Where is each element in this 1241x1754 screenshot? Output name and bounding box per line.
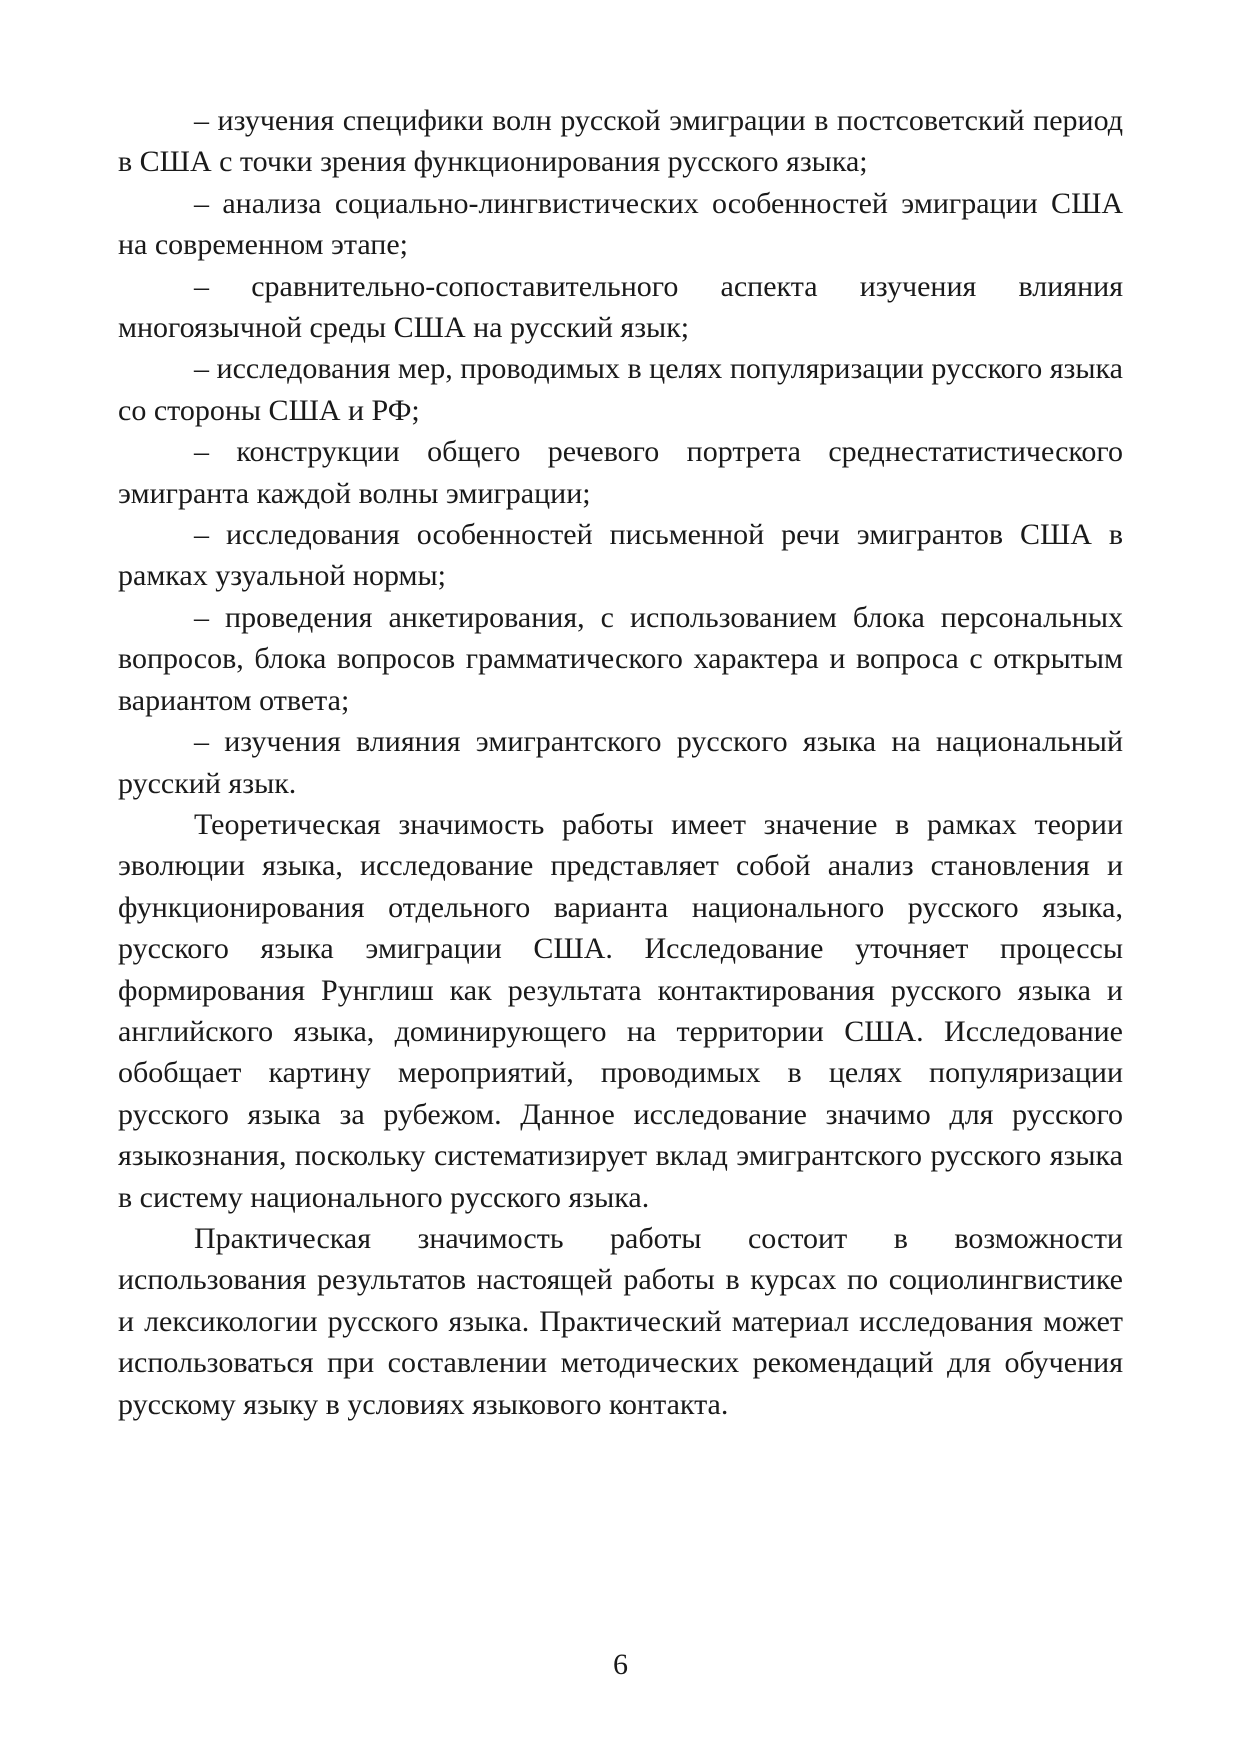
list-item: – конструкции общего речевого портрета среднестатистического эмигранта каждой волны эмиграции; [118,435,1123,510]
page-number: 6 [613,1648,628,1681]
list-item: – изучения влияния эмигрантского русского языка на национальный русский язык. [118,725,1123,800]
list-item: – сравнительно-сопоставительного аспекта изучения влияния многоязычной среды США на русский язык; [118,269,1123,345]
list-item: – исследования мер, проводимых в целях популяризации русского языка со стороны США и РФ; [118,352,1123,427]
list-item: – анализа социально-лингвистических особенностей эмиграции США на современном этапе; [118,186,1123,262]
list-item: – изучения специфики волн русской эмиграции в постсоветский период в США с точки зрения функционирования русского языка; [118,104,1123,179]
practical-significance-paragraph: Практическая значимость работы состоит в возможности использования результатов настоящей работы в курсах по социолингвистике и лексикологии русского языка. Практический материал исследования может использоваться при составлении методических рекомендаций для обучения русскому языку в условиях языкового контакта. [118,1221,1123,1421]
list-item: – исследования особенностей письменной речи эмигрантов США в рамках узуальной нормы; [118,518,1123,593]
theoretical-significance-paragraph: Теоретическая значимость работы имеет значение в рамках теории эволюции языка, исследование представляет собой анализ становления и функционирования отдельного варианта национального русского языка, русского языка эмиграции США. Исследование уточняет процессы формирования Рунглиш как результата контактирования русского языка и английского языка, доминирующего на территории США. Исследование обобщает картину мероприятий, проводимых в целях популяризации русского языка за рубежом. Данное исследование значимо для русского языкознания, поскольку систематизирует вклад эмигрантского русского языка в систему национального русского языка. [118,807,1123,1214]
body-text [118,100,1123,1425]
list-item: – проведения анкетирования, с использованием блока персональных вопросов, блока вопросов грамматического характера и вопроса с открытым вариантом ответа; [118,600,1123,717]
